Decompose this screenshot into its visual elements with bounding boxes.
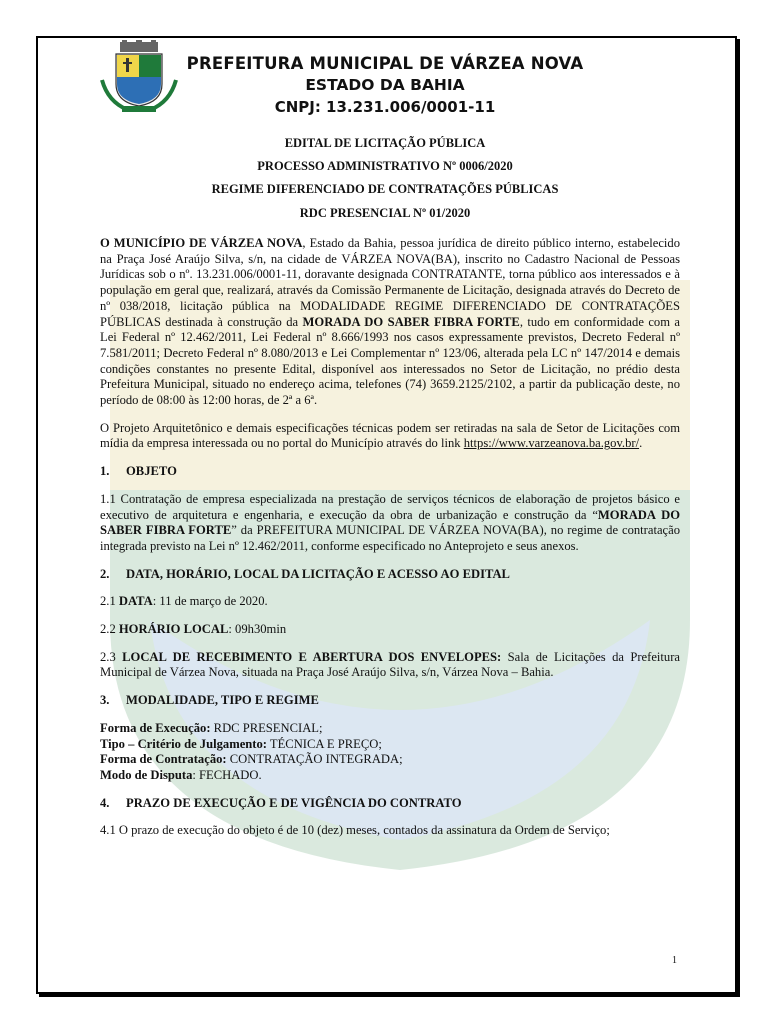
- local-item: 2.3 LOCAL DE RECEBIMENTO E ABERTURA DOS ENVELOPES: Sala de Licitações da Prefeitura Municipal de Várzea Nova, situada na Praça José Araújo Silva, s/n, Várzea Nova – Bahia.: [100, 649, 681, 680]
- cnpj-title: CNPJ: 13.231.006/0001-11: [274, 98, 496, 116]
- modalidade-line: Tipo – Critério de Julgamento: TÉCNICA E PREÇO;: [100, 736, 382, 751]
- document-body: [100, 236, 680, 851]
- processo-title: PROCESSO ADMINISTRATIVO Nº 0006/2020: [257, 159, 513, 173]
- section-heading-objeto: 1. OBJETO: [100, 464, 177, 479]
- state-title: ESTADO DA BAHIA: [305, 76, 465, 94]
- edital-title: EDITAL DE LICITAÇÃO PÚBLICA: [284, 136, 486, 150]
- intro-paragraph: O MUNICÍPIO DE VÁRZEA NOVA, Estado da Bahia, pessoa jurídica de direito público interno, estabelecido na Praça José Araújo Silva, s/n, na cidade de VÁRZEA NOVA(BA), inscrito no Cadastro Nacional de Pessoas Jurídicas sob o nº. 13.231.006/0001-11, doravante designada CONTRATANTE, torna público aos interessados e à população em geral que, realizará, através da Comissão Permanente de Licitação, designada através do Decreto de nº 038/2018, licitação pública na MODALIDADE REGIME DIFERENCIADO DE CONTRATAÇÕES PÚBLICAS destinada à construção da MORADA DO SABER FIBRA FORTE, tudo em conformidade com a Lei Federal nº 12.462/2011, Lei Federal nº 8.666/1993 nos casos expressamente previstos, Decreto Federal nº 7.581/2011; Decreto Federal nº 8.080/2013 e Lei Complementar nº 123/06, alterada pela LC nº 147/2014 e demais condições constantes no presente Edital, disponível aos interessados no Setor de Licitação, no prédio desta Prefeitura Municipal, situado no endereço acima, telefones (74) 3659.2125/2102, a partir da publicação deste, no período de 08:00 às 12:00 horas, de 2ª a 6ª.: [100, 236, 681, 408]
- horario-item: 2.2 HORÁRIO LOCAL: 09h30min: [100, 622, 287, 637]
- modalidade-line: Forma de Execução: RDC PRESENCIAL;: [100, 720, 323, 735]
- modalidade-line: Modo de Disputa: FECHADO.: [100, 767, 262, 782]
- section-heading-prazo: 4. PRAZO DE EXECUÇÃO E DE VIGÊNCIA DO CONTRATO: [100, 795, 462, 810]
- regime-title: REGIME DIFERENCIADO DE CONTRATAÇÕES PÚBLICAS: [211, 182, 559, 196]
- rdc-title: RDC PRESENCIAL Nº 01/2020: [299, 206, 471, 220]
- municipality-title: PREFEITURA MUNICIPAL DE VÁRZEA NOVA: [186, 54, 584, 73]
- modalidade-line: Forma de Contratação: CONTRATAÇÃO INTEGRADA;: [100, 752, 403, 767]
- letterhead: [60, 40, 710, 130]
- prazo-paragraph: 4.1 O prazo de execução do objeto é de 10 (dez) meses, contados da assinatura da Ordem de Serviço;: [100, 823, 610, 838]
- projeto-paragraph: O Projeto Arquitetônico e demais especificações técnicas podem ser retiradas na sala de Setor de Licitações com mídia da empresa interessada ou no portal do Município através do link https://www.varzeanova.ba.gov.br/.: [100, 420, 680, 451]
- page-number: 1: [672, 955, 677, 966]
- section-heading-modalidade: 3. MODALIDADE, TIPO E REGIME: [100, 693, 319, 708]
- objeto-paragraph: 1.1 Contratação de empresa especializada na prestação de serviços técnicos de elaboração de projetos básico e executivo de arquitetura e engenharia, e execução da obra de urbanização e construção da “MORADA DO SABER FIBRA FORTE” da PREFEITURA MUNICIPAL DE VÁRZEA NOVA(BA), no regime de contratação integrada previsto na Lei nº 12.462/2011, conforme especificado no Anteprojeto e seus anexos.: [100, 491, 681, 553]
- portal-link[interactable]: https://www.varzeanova.ba.gov.br/: [463, 436, 640, 451]
- modalidade-list: [100, 721, 680, 784]
- section-heading-data: 2. DATA, HORÁRIO, LOCAL DA LICITAÇÃO E ACESSO AO EDITAL: [100, 566, 510, 581]
- data-item: 2.1 DATA: 11 de março de 2020.: [100, 594, 268, 609]
